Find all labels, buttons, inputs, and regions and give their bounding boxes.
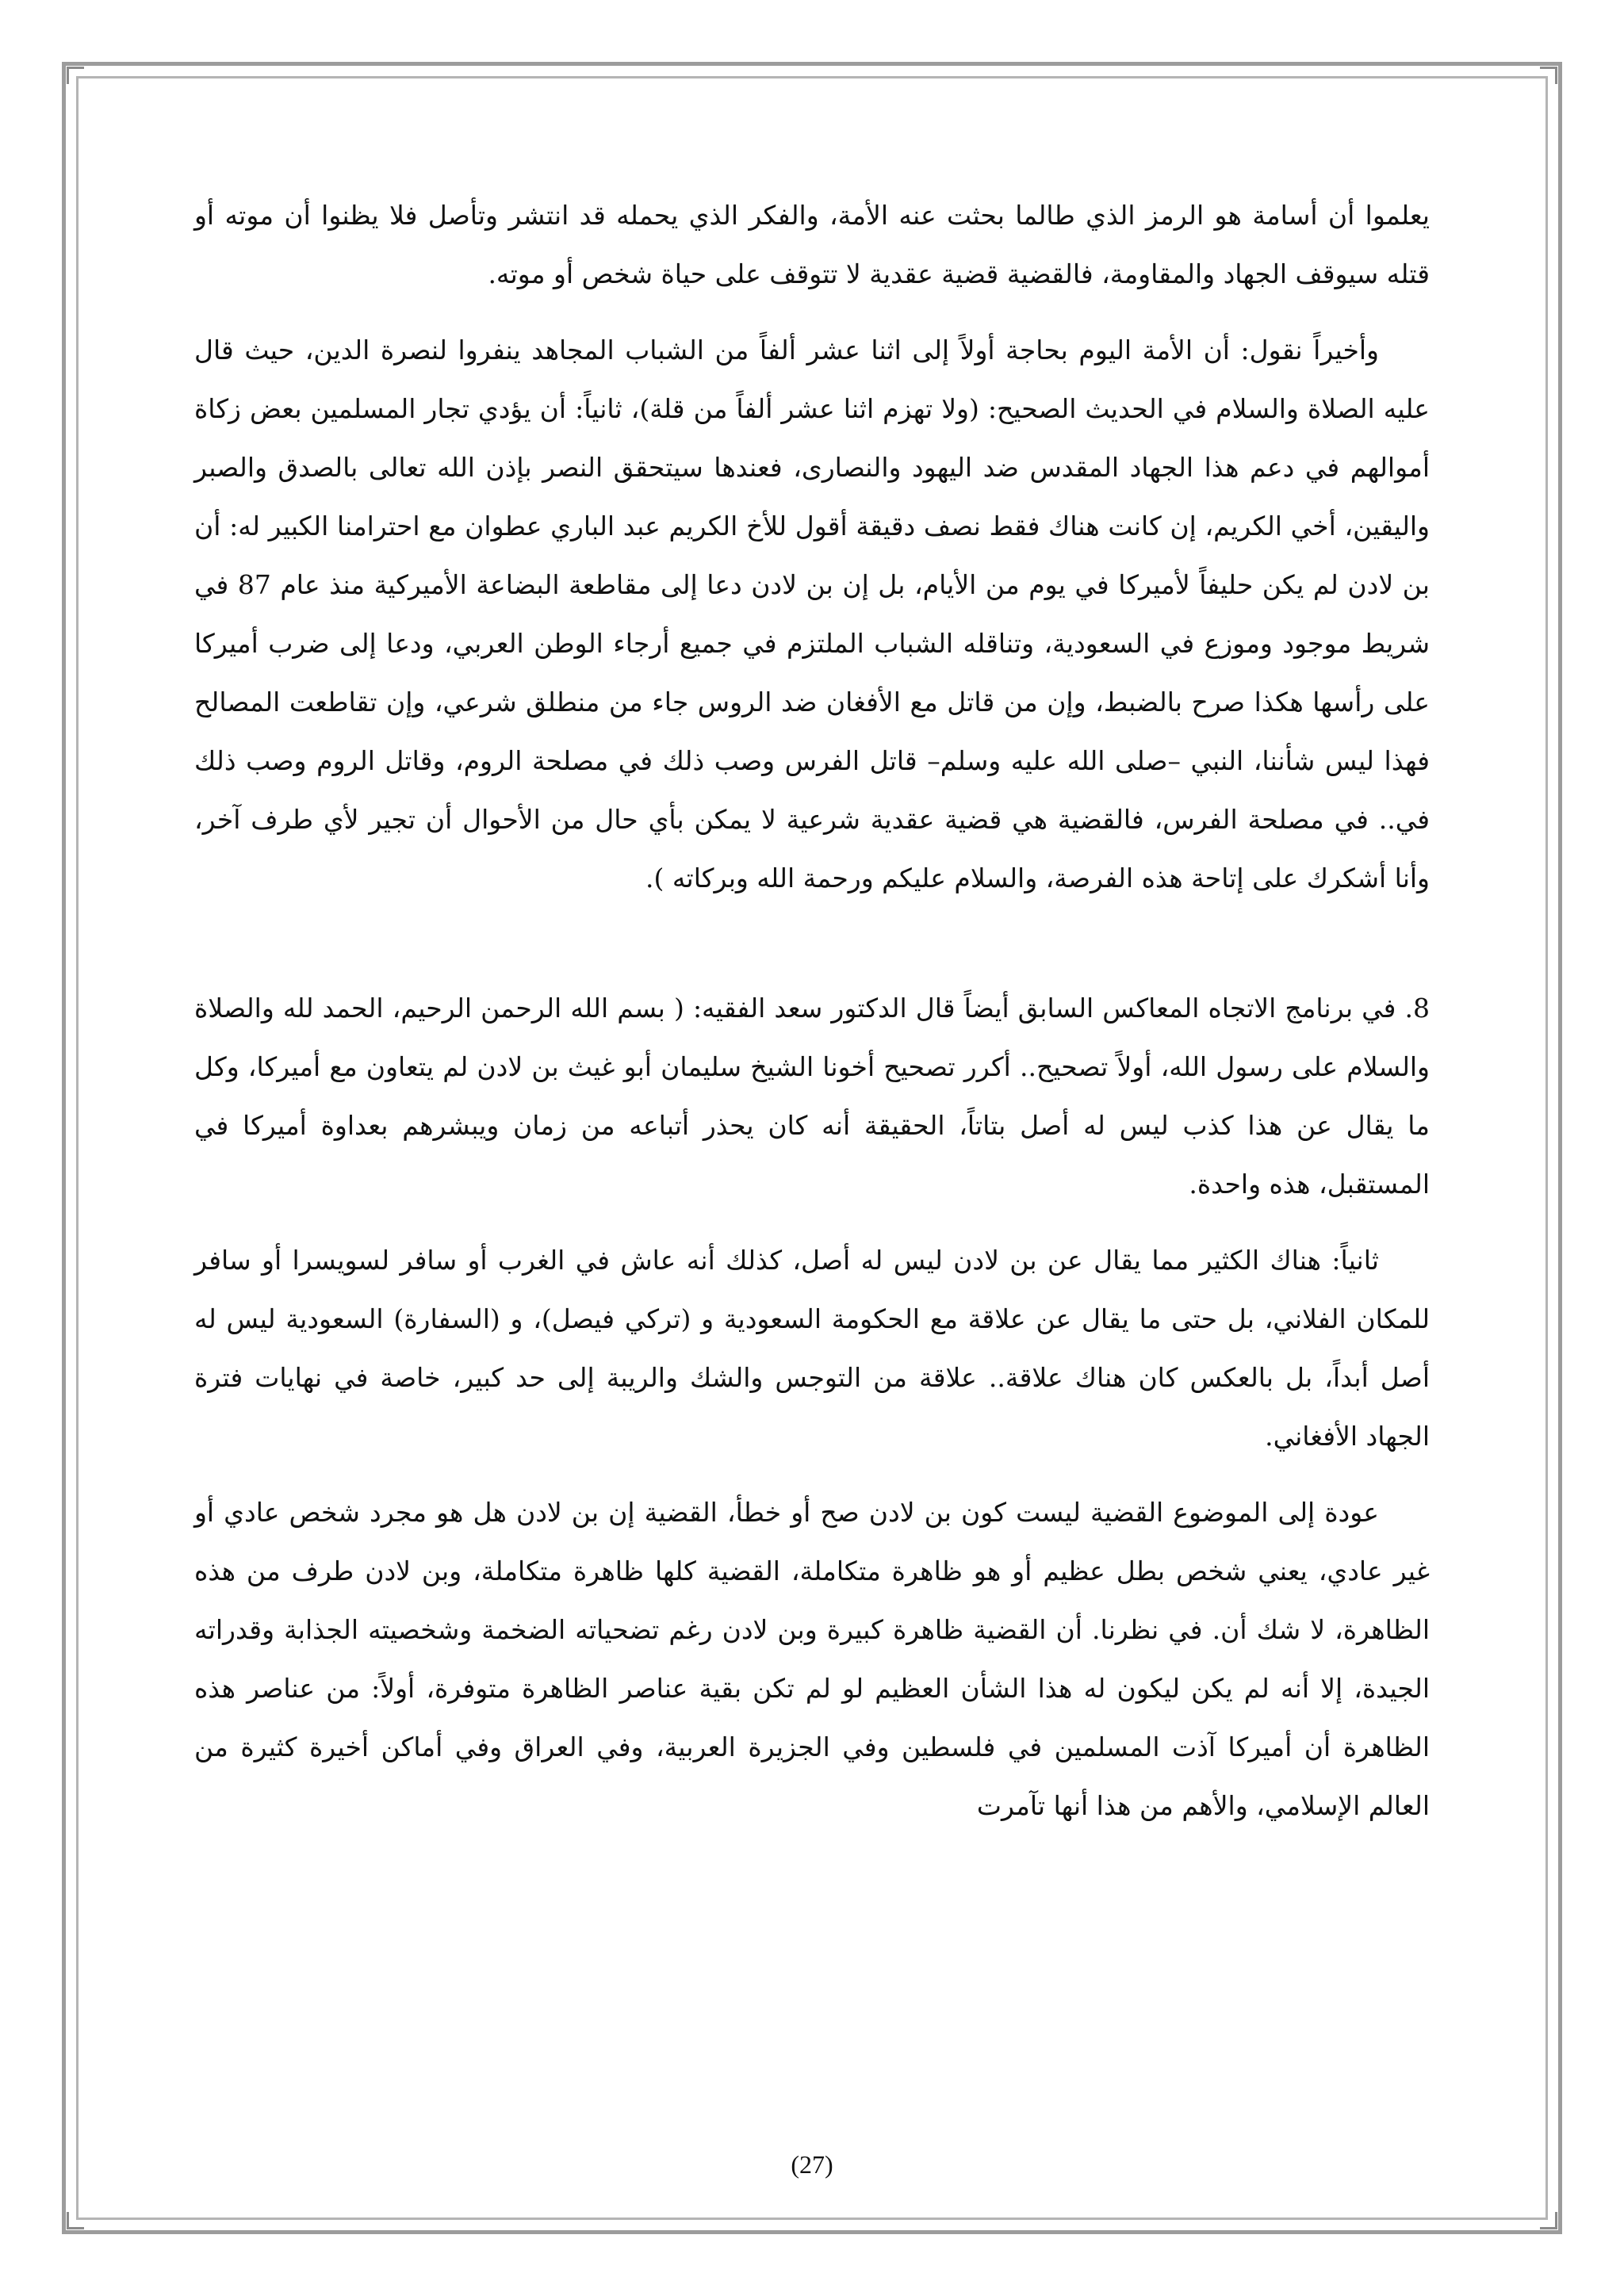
- page-body: [194, 186, 1430, 1853]
- paragraph-closing-remarks: وأخيراً نقول: أن الأمة اليوم بحاجة أولاً إلى اثنا عشر ألفاً من الشباب المجاهد ينفروا لنصرة الدين، حيث قال عليه الصلاة والسلام في الحديث الصحيح: (ولا تهزم اثنا عشر ألفاً من قلة)، ثانياً: أن يؤدي تجار المسلمين بعض زكاة أموالهم في دعم هذا الجهاد المقدس ضد اليهود والنصارى، فعندها سيتحقق النصر بإذن الله تعالى بالصدق والصبر واليقين، أخي الكريم، إن كانت هناك فقط نصف دقيقة أقول للأخ الكريم عبد الباري عطوان مع احترامنا الكبير له: أن بن لادن لم يكن حليفاً لأميركا في يوم من الأيام، بل إن بن لادن دعا إلى مقاطعة البضاعة الأميركية منذ عام 87 في شريط موجود وموزع في السعودية، وتناقله الشباب الملتزم في جميع أرجاء الوطن العربي، ودعا إلى ضرب أميركا على رأسها هكذا صرح بالضبط، وإن من قاتل مع الأفغان ضد الروس جاء من منطلق شرعي، وإن تقاطعت المصالح فهذا ليس شأننا، النبي –صلى الله عليه وسلم– قاتل الفرس وصب ذلك في مصلحة الروم، وقاتل الروم وصب ذلك في.. في مصلحة الفرس، فالقضية هي قضية عقدية شرعية لا يمكن بأي حال من الأحوال أن تجير لأي طرف آخر، وأنا أشكرك على إتاحة هذه الفرصة، والسلام عليكم ورحمة الله وبركاته ).: [194, 335, 1430, 894]
- border-corner-ornament: [67, 2212, 84, 2229]
- paragraph-phenomenon: عودة إلى الموضوع القضية ليست كون بن لادن صح أو خطأ، القضية إن بن لادن هل هو مجرد شخص عادي أو غير عادي، يعني شخص بطل عظيم أو هو ظاهرة متكاملة، القضية كلها ظاهرة متكاملة، وبن لادن طرف من هذه الظاهرة، لا شك أن. في نظرنا. أن القضية ظاهرة كبيرة وبن لادن رغم تضحياته الضخمة وشخصيته الجذابة وقدراته الجيدة، إلا أنه لم يكن ليكون له هذا الشأن العظيم لو لم تكن بقية عناصر الظاهرة متوفرة، أولاً: من عناصر هذه الظاهرة أن أميركا آذت المسلمين في فلسطين وفي الجزيرة العربية، وفي العراق وفي أماكن أخيرة كثيرة من العالم الإسلامي، والأهم من هذا أنها تآمرت: [194, 1497, 1430, 1821]
- page-number: (27): [791, 2150, 833, 2179]
- paragraph-secondly: ثانياً: هناك الكثير مما يقال عن بن لادن ليس له أصل، كذلك أنه عاش في الغرب أو سافر لسويسرا أو سافر للمكان الفلاني، بل حتى ما يقال عن علاقة مع الحكومة السعودية و (تركي فيصل)، و (السفارة) السعودية ليس له أصل أبداً، بل بالعكس كان هناك علاقة.. علاقة من التوجس والشك والريبة إلى حد كبير، خاصة في نهايات فترة الجهاد الأفغاني.: [194, 1245, 1430, 1452]
- border-corner-ornament: [67, 67, 84, 84]
- paragraph-item-8: 8. في برنامج الاتجاه المعاكس السابق أيضاً قال الدكتور سعد الفقيه: ( بسم الله الرحمن الرحيم، الحمد لله والصلاة والسلام على رسول الله، أولاً تصحيح.. أكرر تصحيح أخونا الشيخ سليمان أبو غيث بن لادن لم يتعاون مع أميركا، وكل ما يقال عن هذا كذب ليس له أصل بتاتاً، الحقيقة أنه كان يحذر أتباعه من زمان ويبشرهم بعداوة أميركا في المستقبل، هذه واحدة.: [194, 993, 1430, 1200]
- border-corner-ornament: [1540, 67, 1557, 84]
- border-corner-ornament: [1540, 2212, 1557, 2229]
- paragraph-continuation: يعلموا أن أسامة هو الرمز الذي طالما بحثت عنه الأمة، والفكر الذي يحمله قد انتشر وتأصل فلا يظنوا أن موته أو قتله سيوقف الجهاد والمقاومة، فالقضية قضية عقدية لا تتوقف على حياة شخص أو موته.: [194, 200, 1430, 289]
